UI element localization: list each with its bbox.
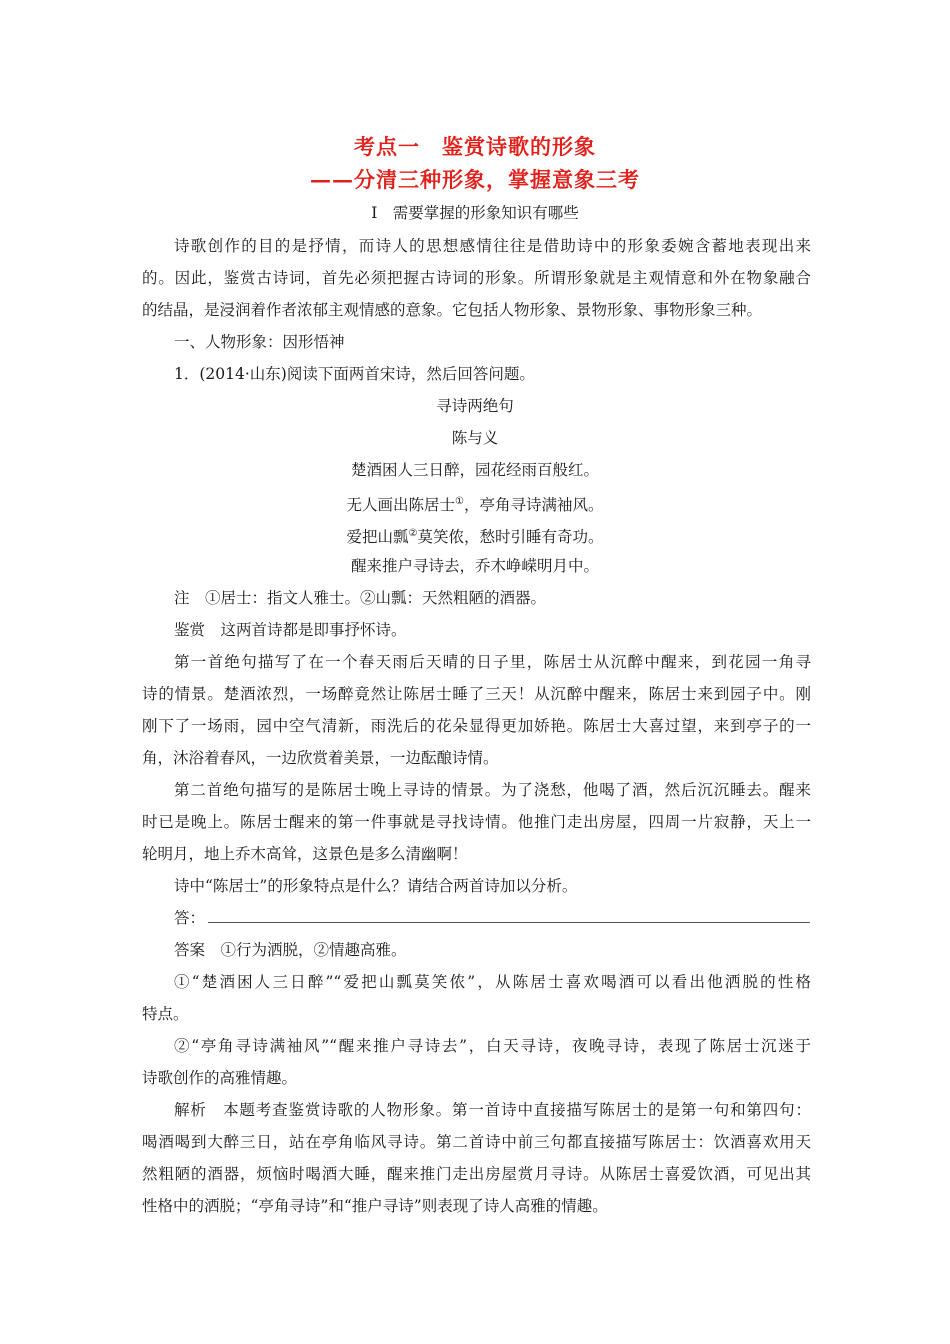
intro-line: 诗歌创作的目的是抒情，而诗人的思想感情往往是借助诗中的形象委婉含蓄地表现出来 bbox=[174, 237, 811, 255]
paragraph-line: 轮明月，地上乔木高耸，这景色是多么清幽啊！ bbox=[142, 845, 468, 863]
answer-blank bbox=[208, 922, 810, 923]
answer-line: ②“亭角寻诗满袖风”“醒来推户寻诗去”，白天寻诗，夜晚寻诗，表现了陈居士沉迷于 bbox=[174, 1037, 811, 1055]
analysis-line: 解析 本题考查鉴赏诗歌的人物形象。第一首诗中直接描写陈居士的是第一句和第四句： bbox=[174, 1101, 811, 1119]
poem-author: 陈与义 bbox=[451, 429, 499, 447]
answer-label: 答案 ①行为洒脱，②情趣高雅。 bbox=[174, 941, 407, 959]
paragraph-line: 第二首绝句描写的是陈居士晚上寻诗的情景。为了浇愁，他喝了酒，然后沉沉睡去。醒来 bbox=[174, 781, 811, 799]
analysis-line: 然粗陋的酒器，烦恼时喝酒大睡，醒来推门走出房屋赏月寻诗。从陈居士喜爱饮酒，可见出其 bbox=[142, 1165, 811, 1183]
poem-line bbox=[0, 491, 950, 516]
subheading: 一、人物形象：因形悟神 bbox=[174, 333, 345, 351]
poem-text: ，亭角寻诗满袖风。 bbox=[463, 496, 604, 515]
paragraph-line: 刚下了一场雨，园中空气清新，雨洗后的花朵显得更加娇艳。陈居士大喜过望，来到亭子的一 bbox=[142, 717, 811, 735]
intro-line: 的。因此，鉴赏古诗词，首先必须把握古诗词的形象。所谓形象就是主观情意和外在物象融合 bbox=[142, 269, 811, 287]
page-title: 考点一 鉴赏诗歌的形象 bbox=[354, 134, 596, 159]
paragraph-line: 第一首绝句描写了在一个春天雨后天晴的日子里，陈居士从沉醉中醒来，到花园一角寻 bbox=[174, 653, 811, 671]
poem-text: 无人画出陈居士 bbox=[346, 496, 456, 515]
question-prompt: 1．(2014·山东)阅读下面两首宋诗，然后回答问题。 bbox=[174, 365, 535, 383]
answer-line: 特点。 bbox=[142, 1005, 189, 1023]
paragraph-line: 时已是晚上。陈居士醒来的第一件事就是寻找诗情。他推门走出房屋，四周一片寂静，天上一 bbox=[142, 813, 811, 831]
appreciation-label: 鉴赏 这两首诗都是即事抒怀诗。 bbox=[174, 621, 407, 639]
poem-line: 楚酒困人三日醉，园花经雨百般红。 bbox=[350, 461, 599, 479]
poem-text: 莫笑侬，愁时引睡有奇功。 bbox=[417, 528, 604, 547]
answer-prompt: 答： bbox=[174, 909, 206, 927]
paragraph-line: 诗的情景。楚酒浓烈，一场醉竟然让陈居士睡了三天！从沉醉中醒来，陈居士来到园子中。刚 bbox=[142, 685, 811, 703]
paragraph-line: 角，沐浴着春风，一边欣赏着美景，一边酝酿诗情。 bbox=[142, 749, 499, 767]
answer-line: 诗歌创作的高雅情趣。 bbox=[142, 1069, 298, 1087]
poem-text: 爱把山瓢 bbox=[346, 528, 409, 547]
answer-line: ①“楚酒困人三日醉”“爱把山瓢莫笑侬”，从陈居士喜欢喝酒可以看出他洒脱的性格 bbox=[174, 973, 811, 991]
poem-line bbox=[0, 523, 950, 548]
section-heading: Ⅰ 需要掌握的形象知识有哪些 bbox=[371, 204, 579, 222]
analysis-line: 性格中的洒脱；“亭角寻诗”和“推户寻诗”则表现了诗人高雅的情趣。 bbox=[142, 1197, 608, 1215]
footnote-mark: ② bbox=[408, 528, 418, 539]
question-text: 诗中“陈居士”的形象特点是什么？请结合两首诗加以分析。 bbox=[174, 877, 578, 895]
analysis-line: 喝酒喝到大醉三日，站在亭角临风寻诗。第二首诗中前三句都直接描写陈居士：饮酒喜欢用天 bbox=[142, 1133, 811, 1151]
intro-line: 的结晶，是浸润着作者浓郁主观情感的意象。它包括人物形象、景物形象、事物形象三种。 bbox=[142, 301, 763, 319]
footnote-mark: ① bbox=[455, 496, 464, 507]
page-subtitle: ——分清三种形象，掌握意象三考 bbox=[310, 167, 640, 192]
poem-title: 寻诗两绝句 bbox=[436, 397, 514, 415]
poem-line: 醒来推户寻诗去，乔木峥嵘明月中。 bbox=[350, 557, 599, 575]
footnote: 注 ①居士：指文人雅士。②山瓢：天然粗陋的酒器。 bbox=[174, 589, 547, 607]
